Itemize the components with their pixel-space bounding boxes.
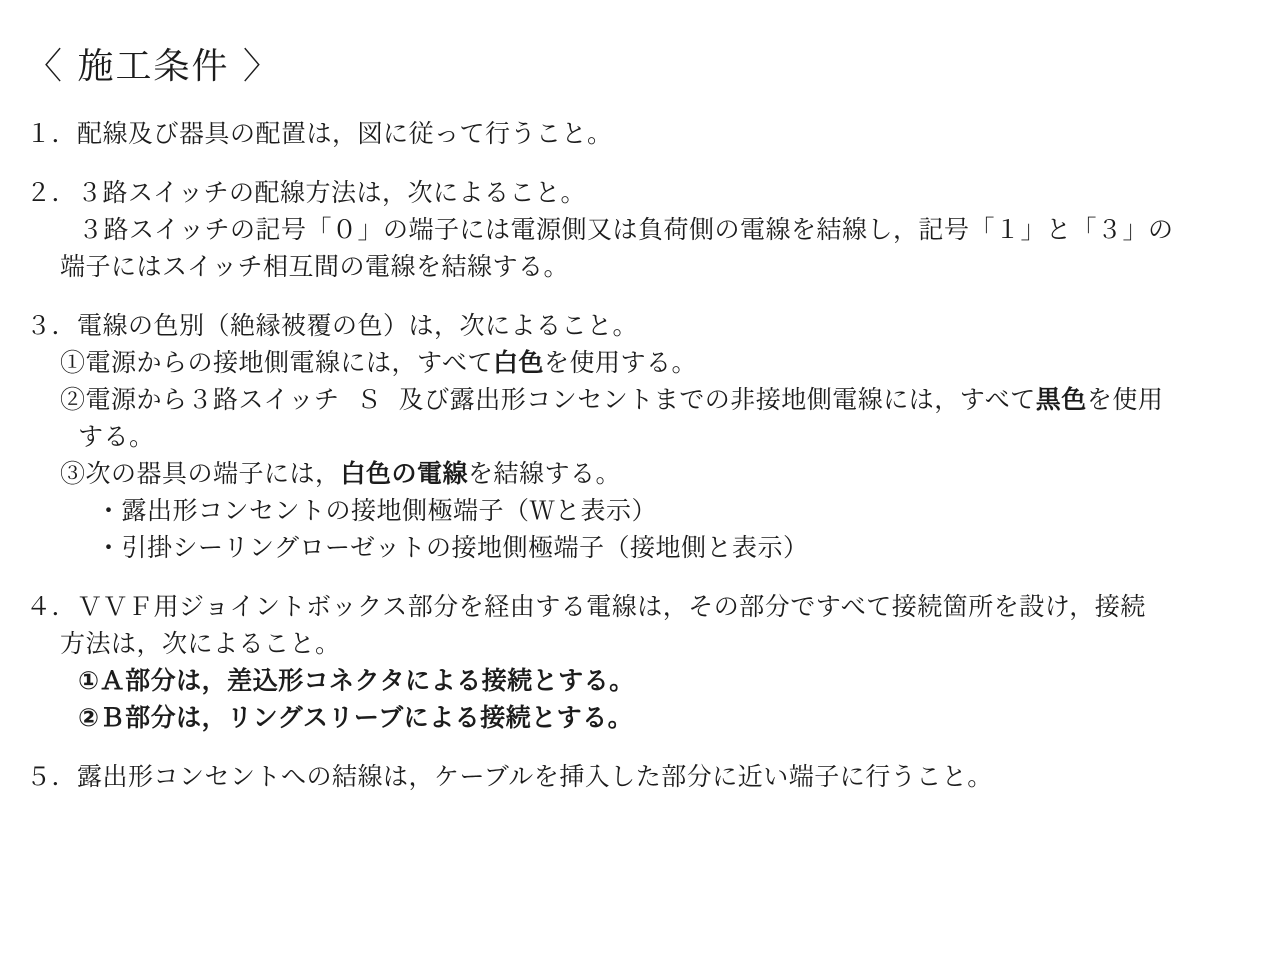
- condition-line: ３路スイッチの記号「０」の端子には電源側又は負荷側の電線を結線し，記号「１」と「３」の: [78, 215, 1174, 244]
- condition-item-5: [26, 758, 1250, 795]
- condition-line: ②Ｂ部分は，リングスリーブによる接続とする。: [78, 703, 634, 732]
- condition-bullet: ・露出形コンセントの接地側極端子（Ｗと表示）: [96, 496, 658, 525]
- condition-text: ②電源から３路スイッチ Ｓ 及び露出形コンセントまでの非接地側電線には，すべて: [60, 385, 1036, 414]
- condition-line: ２．３路スイッチの配線方法は，次によること。: [26, 178, 587, 207]
- condition-line: [26, 455, 1250, 492]
- condition-item-1: [26, 115, 1250, 152]
- condition-line: [26, 344, 1250, 381]
- condition-text-tail: を使用する。: [544, 348, 698, 377]
- condition-line: ５．露出形コンセントへの結線は，ケーブルを挿入した部分に近い端子に行うこと。: [26, 762, 993, 791]
- condition-line: ４．ＶＶＦ用ジョイントボックス部分を経由する電線は，その部分ですべて接続箇所を設け，接続: [26, 592, 1146, 621]
- emphasis-text: 白色の電線: [340, 459, 469, 488]
- condition-text: ③次の器具の端子には，: [60, 459, 341, 488]
- condition-bullet: ・引掛シーリングローゼットの接地側極端子（接地側と表示）: [96, 533, 809, 562]
- emphasis-text: 白色: [493, 348, 545, 377]
- condition-line: する。: [78, 422, 155, 451]
- condition-line: １．配線及び器具の配置は，図に従って行うこと。: [26, 119, 613, 148]
- condition-line: 方法は，次によること。: [60, 629, 341, 658]
- condition-line: 端子にはスイッチ相互間の電線を結線する。: [60, 252, 570, 281]
- condition-text: ①電源からの接地側電線には，すべて: [60, 348, 494, 377]
- page-title: 〈 施工条件 〉: [26, 46, 281, 87]
- condition-text-tail: を使用: [1086, 385, 1164, 414]
- condition-text-tail: を結線する。: [468, 459, 622, 488]
- condition-item-4: [26, 588, 1250, 736]
- condition-line: ①Ａ部分は，差込形コネクタによる接続とする。: [78, 666, 635, 695]
- emphasis-text: 黒色: [1035, 385, 1087, 414]
- condition-item-2: [26, 174, 1250, 285]
- condition-line: [26, 381, 1250, 418]
- condition-line: ３．電線の色別（絶縁被覆の色）は，次によること。: [26, 311, 639, 340]
- condition-item-3: [26, 307, 1250, 566]
